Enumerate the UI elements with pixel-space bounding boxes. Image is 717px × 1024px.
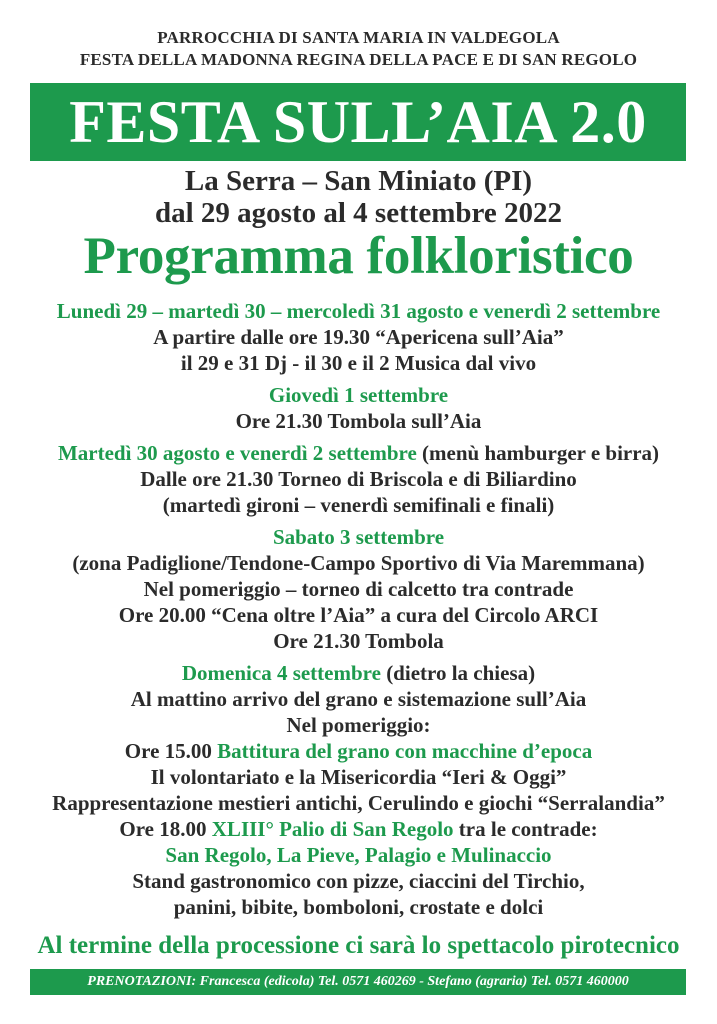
event-line: Dalle ore 21.30 Torneo di Briscola e di Biliardino xyxy=(140,467,577,491)
contrade-list: San Regolo, La Pieve, Palagio e Mulinaccio xyxy=(165,843,552,867)
event-time: Ore 15.00 xyxy=(124,739,218,763)
event-line: il 29 e 31 Dj - il 30 e il 2 Musica dal vivo xyxy=(180,351,537,375)
event-line: Nel pomeriggio – torneo di calcetto tra contrade xyxy=(143,577,574,601)
event-line xyxy=(0,738,717,764)
event-heading-note: (dietro la chiesa) xyxy=(380,661,536,685)
reservations-text: PRENOTAZIONI: Francesca (edicola) Tel. 0571 460269 - Stefano (agraria) Tel. 0571 460000 xyxy=(87,974,629,989)
program-title: Programma folkloristico xyxy=(83,227,634,285)
event-heading: Giovedì 1 settembre xyxy=(268,383,449,407)
parish-name: PARROCCHIA DI SANTA MARIA IN VALDEGOLA xyxy=(157,28,560,47)
event-line xyxy=(0,816,717,842)
event-line: Nel pomeriggio: xyxy=(286,713,431,737)
event-heading: Martedì 30 agosto e venerdì 2 settembre xyxy=(57,441,417,465)
event-line: Rappresentazione mestieri antichi, Cerulindo e giochi “Serralandia” xyxy=(52,791,665,815)
event-line: (zona Padiglione/Tendone-Campo Sportivo di Via Maremmana) xyxy=(72,551,645,575)
page-title: FESTA SULL’AIA 2.0 xyxy=(69,89,647,155)
event-line: A partire dalle ore 19.30 “Apericena sull’Aia” xyxy=(153,325,564,349)
event-line: Stand gastronomico con pizze, ciaccini del Tirchio, xyxy=(132,869,585,893)
event-heading: Sabato 3 settembre xyxy=(272,525,445,549)
event-highlight: XLIII° Palio di San Regolo xyxy=(211,817,454,841)
event-time: Ore 18.00 xyxy=(119,817,212,841)
event-heading: Domenica 4 settembre xyxy=(181,661,381,685)
event-line: (martedì gironi – venerdì semifinali e finali) xyxy=(162,493,555,517)
event-heading-note: (menù hamburger e birra) xyxy=(416,441,660,465)
feast-name: FESTA DELLA MADONNA REGINA DELLA PACE E DI SAN REGOLO xyxy=(79,50,638,69)
event-line: Ore 21.30 Tombola sull’Aia xyxy=(235,409,482,433)
event-highlight: Battitura del grano con macchine d’epoca xyxy=(217,739,593,763)
event-line: Il volontariato e la Misericordia “Ieri & Oggi” xyxy=(150,765,567,789)
event-line: Al mattino arrivo del grano e sistemazione sull’Aia xyxy=(130,687,587,711)
event-heading-row xyxy=(0,660,717,686)
event-heading: Lunedì 29 – martedì 30 – mercoledì 31 agosto e venerdì 2 settembre xyxy=(56,299,661,323)
fireworks-notice: Al termine della processione ci sarà lo spettacolo pirotecnico xyxy=(37,932,680,959)
location: La Serra – San Miniato (PI) xyxy=(184,165,533,197)
title-banner xyxy=(30,83,686,161)
reservations-footer xyxy=(30,969,686,995)
event-dates: dal 29 agosto al 4 settembre 2022 xyxy=(154,197,563,229)
event-line: Ore 21.30 Tombola xyxy=(273,629,444,653)
event-heading-row xyxy=(0,440,717,466)
event-line: panini, bibite, bomboloni, crostate e dolci xyxy=(173,895,544,919)
event-line-tail: tra le contrade: xyxy=(453,817,598,841)
event-line: Ore 20.00 “Cena oltre l’Aia” a cura del Circolo ARCI xyxy=(118,603,599,627)
events-list xyxy=(0,298,717,920)
